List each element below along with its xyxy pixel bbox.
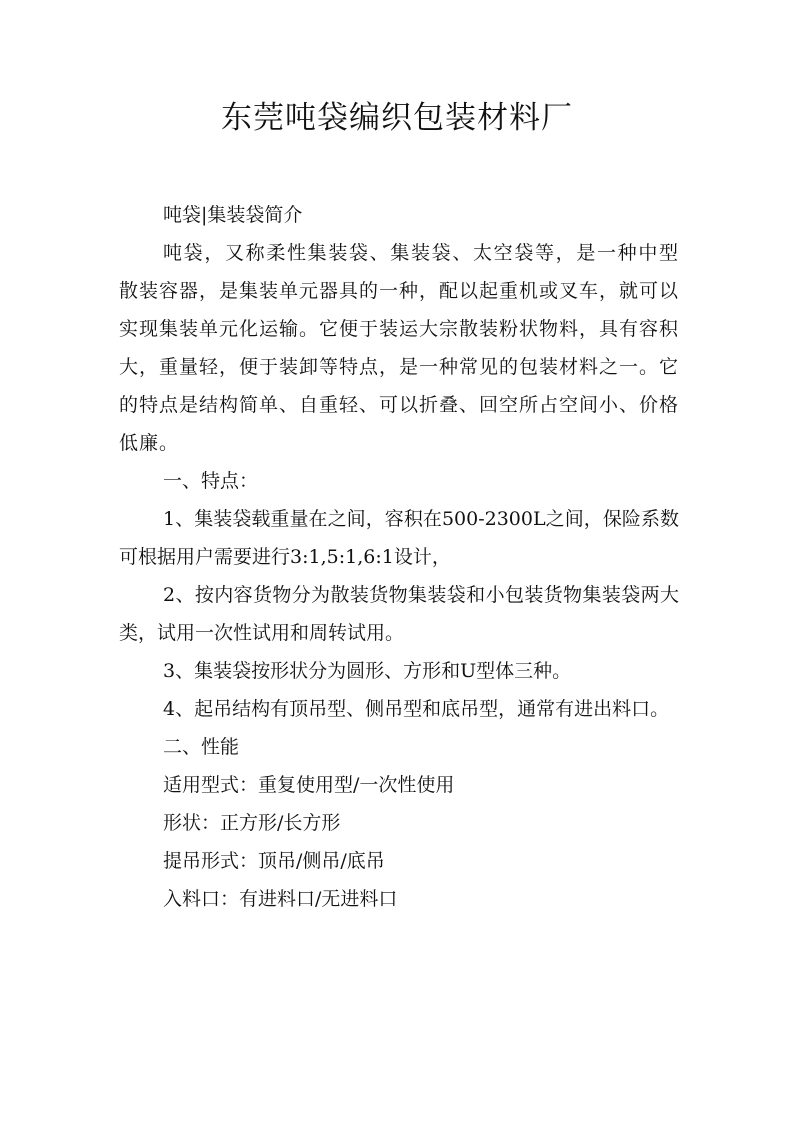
document-title: 东莞吨袋编织包装材料厂: [221, 100, 573, 136]
document-body: [119, 196, 679, 918]
section-heading-features: 一、特点：: [163, 470, 259, 492]
feature-item-2: 2、按内容货物分为散装货物集装袋和小包装货物集装袋两大类，试用一次性试用和周转试用。: [119, 584, 679, 644]
performance-item-usage: 适用型式：重复使用型/一次性使用: [163, 774, 455, 796]
performance-item-lifting: 提吊形式：顶吊/侧吊/底吊: [163, 850, 385, 872]
section-heading-performance: 二、性能: [163, 736, 240, 758]
feature-item-3: 3、集装袋按形状分为圆形、方形和U型体三种。: [163, 660, 572, 682]
intro-paragraph: 吨袋，又称柔性集装袋、集装袋、太空袋等，是一种中型散装容器，是集装单元器具的一种，配以起重机或叉车，就可以实现集装单元化运输。它便于装运大宗散装粉状物料，具有容积大，重量轻，便于装卸等特点，是一种常见的包装材料之一。它的特点是结构简单、自重轻、可以折叠、回空所占空间小、价格低廉。: [119, 242, 680, 454]
performance-item-inlet: 入料口：有进料口/无进料口: [163, 888, 398, 910]
feature-item-1: 1、集装袋载重量在之间，容积在500-2300L之间，保险系数可根据用户需要进行3:1,5:1,6:1设计，: [119, 508, 679, 568]
section-heading-intro: 吨袋|集装袋简介: [163, 204, 303, 226]
feature-item-4: 4、起吊结构有顶吊型、侧吊型和底吊型，通常有进出料口。: [163, 698, 670, 720]
performance-item-shape: 形状：正方形/长方形: [163, 812, 341, 834]
